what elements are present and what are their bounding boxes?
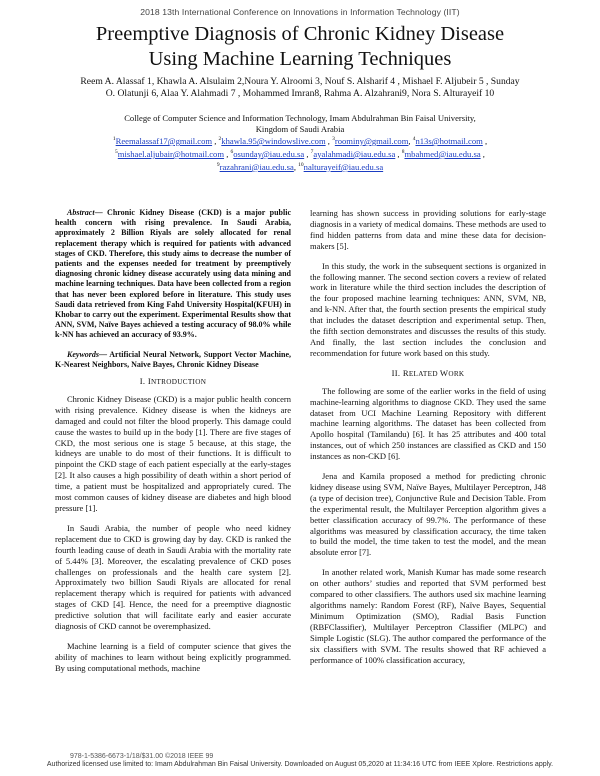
author-list xyxy=(34,76,566,100)
email-link-10[interactable]: nalturayeif@iau.edu.sa xyxy=(303,161,384,172)
keywords-label: Keywords xyxy=(67,349,99,359)
keywords xyxy=(55,350,291,370)
left-column xyxy=(55,208,291,683)
section-heading-related-work: II. RELATED WORK xyxy=(391,367,465,378)
email-link-9[interactable]: razahrani@iau.edu.sa xyxy=(219,161,294,172)
email-link-8[interactable]: mbahmed@iau.edu.sa xyxy=(404,148,481,159)
title-line-2: Using Machine Learning Techniques xyxy=(148,48,452,70)
author-line-1: Reem A. Alassaf 1, Khawla A. Alsulaim 2,Noura Y. Alroomi 3, Nouf S. Alsharif 4 , Mishael F. Aljubeir 5 , Sunday xyxy=(80,76,520,87)
right-column xyxy=(310,208,546,674)
email-link-1[interactable]: Reemalassaf17@gmail.com xyxy=(115,135,213,146)
author-line-2: O. Olatunji 6, Alaa Y. Alahmadi 7 , Mohammed Imran8, Rahma A. Alzahrani9, Nora S. Alturayeif 10 xyxy=(105,88,495,100)
email-link-6[interactable]: osunday@iau.edu.sa xyxy=(233,148,305,159)
license-footer: Authorized licensed use limited to: Imam Abdulrahman Bin Faisal University. Downloaded on August 05,2020 at 11:34:16 UTC from IEEE Xplore. Restrictions apply. xyxy=(46,761,554,768)
intro-paragraph-2: In Saudi Arabia, the number of people who need kidney replacement due to CKD is growing day by day. CKD is ranked the fourth leading cause of death in Saudi Arabia with the mortality rate of 5.44% [3]. Moreover, the escalating prevalence of CKD poses challenges on professionals and the health care system [2]. Approximately two billion Saudi Riyals are allocated for renal replacement therapy which is required for patients with advanced stages of CKD [4]. Hence, the need for a preemptive diagnostic predictive solution that will facilitate early and easier accurate diagnosis of CKD cannot be overemphasized. xyxy=(55,522,291,632)
email-list: $^1$Reemalassaf17@gmail.com , $^2$khawla.95@windowslive.com , $^3$roominy@gmail.com, $^4$n13s@hotmail.com , $^5$mishael.aljubair@hotmail.com , $^6$osunday@iau.edu.sa , $^7$ayalahmadi@iau.edu.sa , $^8$mbahmed@iau.edu.sa , $^9$razahrani@iau.edu.sa, $^{10}$nalturayeif@iau.edu.sa xyxy=(112,135,488,172)
affiliation-line-1: College of Computer Science and Information Technology, Imam Abdulrahman Bin Faisal University, xyxy=(124,113,476,123)
conference-header: 2018 13th International Conference on Innovations in Information Technology (IIT) xyxy=(140,7,460,17)
abstract-text: — Chronic Kidney Disease (CKD) is a major public health concern with rising prevalence. In Saudi Arabia, approximately 2 Billion Riyals are solely allocated for renal replacement therapy which is required for patients with advanced stages of CKD. Therefore, this study aims to decrease the number of patients and the expenses needed for treatment by preemptively diagnosing chronic kidney disease accurately using data mining and machine learning techniques. Data have been collected from a region that has never been explored before in literature. This study uses Saudi data retrieved from King Fahd University Hospital(KFUH) in Khobar to carry out the experiment. Experimental Results show that ANN, SVM, Naïve Bayes achieved a testing accuracy of 98.0% while k-NN has achieved an accuracy of 93.9%. xyxy=(55,208,291,340)
section-heading-introduction: I. INTRODUCTION xyxy=(139,376,207,387)
title-line-1: Preemptive Diagnosis of Chronic Kidney Disease xyxy=(95,23,505,45)
email-link-5[interactable]: mishael.aljubair@hotmail.com xyxy=(117,148,225,159)
intro-paragraph-4: In this study, the work in the subsequent sections is organized in the following manner. The second section covers a review of related work in literature while the third section includes the description of the four proposed machine learning techniques: ANN, SVM, NB, and k-NN. After that, the fourth section presents the empirical study that includes the dataset description and experimental setup. Then, the fifth section demonstrates and discusses the results of this study. And finally, the last section includes the conclusion and recommendation for future work based on this study. xyxy=(310,260,546,358)
paper-title xyxy=(40,22,560,72)
intro-paragraph-1: Chronic Kidney Disease (CKD) is a major public health concern with rising prevalence. Kidney disease is when the kidneys are damaged and could not filter the blood properly. This damage could cause the wastes to build up in the body [1]. There are five stages of CKD, the most serious one is stage 5 because, at this stage, the kidneys are unable to do most of their functions. It is difficult to pinpoint the CKD stage of each patient especially at the early-stages [2]. It also causes a high possibility of death within a short period of time, a patient must be hospitalized and appropriately cured. The most common causes of kidney disease are diabetes and high blood pressure [1]. xyxy=(55,393,291,514)
intro-paragraph-3: Machine learning is a field of computer science that gives the ability of machines to learn without being explicitly programmed. By using computational methods, machine xyxy=(55,640,291,673)
email-link-4[interactable]: n13s@hotmail.com xyxy=(415,135,483,146)
affiliation-line-2: Kingdom of Saudi Arabia xyxy=(255,124,345,134)
related-paragraph-3: In another related work, Manish Kumar has made some research on other authors’ studies and reported that SVM performed best compared to other classifiers. The authors used six machine learning algorithms namely: Random Forest (RF), Naïve Bayes, Sequential Minimum Optimization (SMO), Radial Basis Function (RBFClassifier), Multilayer Perceptron Classifier (MLPC) and Simple Logistic (SLG). The author compared the performance of the six classifiers with SVM. The results showed that RF achieved a performance of 100% classification accuracy, xyxy=(310,567,546,665)
abstract xyxy=(55,208,291,341)
abstract-label: Abstract xyxy=(67,208,95,217)
email-link-2[interactable]: khawla.95@windowslive.com xyxy=(221,135,326,146)
affiliation xyxy=(40,113,560,135)
related-paragraph-2: Jena and Kamila proposed a method for predicting chronic kidney disease using SVM, Naïve Bayes, Multilayer Perceptron, J48 (a type of decision tree), Conjunctive Rule and Decision Table. From the experimental result, the Multilayer Perception algorithm gives a better classification accuracy of 99.7%. The performance of these algorithms was measured by classification accuracy, the time taken to build the model, the time taken to test the model, and the mean absolute error [7]. xyxy=(310,471,546,558)
email-link-3[interactable]: roominy@gmail.com xyxy=(334,135,409,146)
keywords-text: — Artificial Neural Network, Support Vector Machine, K-Nearest Neighbors, Naïve Bayes, Chronic Kidney Disease xyxy=(55,349,291,369)
related-paragraph-1: The following are some of the earlier works in the field of using machine-learning algorithms to diagnose CKD. They used the same dataset from UCI Machine Learning Repository with different machine learning algorithms. The dataset has been collected from Apollo hospital (Tamilandu) [6]. It has 25 attributes and 400 total instances, out of which 250 instances are classified as CKD and 150 instances as non-CKD [6]. xyxy=(310,385,546,462)
email-link-7[interactable]: ayalahmadi@iau.edu.sa xyxy=(313,148,396,159)
intro-paragraph-3-cont: learning has shown success in providing solutions for early-stage diagnosis in a variety of medical domains. These methods are used to find hidden patterns from data and mine these data for decision- makers [5]. xyxy=(310,208,546,251)
copyright-line: 978-1-5386-6673-1/18/$31.00 ©2018 IEEE 99 xyxy=(70,753,214,760)
